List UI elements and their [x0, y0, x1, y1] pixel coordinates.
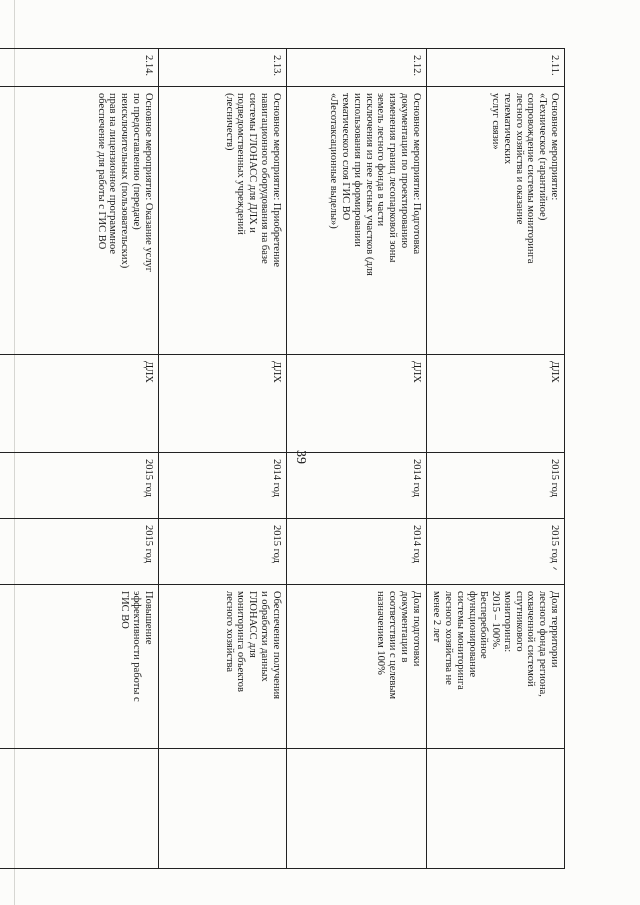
start-year-cell: 2015 год: [0, 453, 158, 519]
table-row: [158, 49, 286, 869]
result-cell: Доля территории лесного фонда региона, охваченной системой спутникового мониторинга: 2015 – 100%. Бесперебойное функционирование системы мониторинга лесного хозяйства не менее 2 лет: [426, 585, 564, 749]
extra-cell: [158, 749, 286, 869]
row-number: 2.14.: [0, 49, 158, 87]
end-year-cell: 2014 год: [286, 519, 426, 585]
executor-cell: ДЛХ: [158, 355, 286, 453]
table-row: [426, 49, 564, 869]
rotated-table-wrapper: [5, 48, 565, 868]
table-row: [286, 49, 426, 869]
executor-cell: ДЛХ: [426, 355, 564, 453]
end-year-cell: 2015 год: [426, 519, 564, 585]
page-number: 39: [293, 450, 308, 464]
end-year-cell: 2015 год: [158, 519, 286, 585]
result-cell: Обеспечение получения и обработки данных ГЛОНАСС для мониторинга объектов лесного хозяйства: [158, 585, 286, 749]
result-cell: Доля подготовки документации в соответствии с целевым назначением 100%: [286, 585, 426, 749]
end-year-cell: 2015 год: [0, 519, 158, 585]
measure-cell: Основное мероприятие: «Техническое (гарантийное) сопровождение системы мониторинга лесного хозяйства и оказание телематических услуг связи»: [426, 87, 564, 355]
measure-cell: Основное мероприятие: Приобретение навигационного оборудования на базе системы ГЛОНАСС для ДЛХ и подведомственных учреждений (лесничеств): [158, 87, 286, 355]
measure-cell: Основное мероприятие: Подготовка документации по проектированию изменения границ лесопарковой зоны земель лесного фонда в части исключения из нее лесных участков (для использования при формировании тематического слоя ГИС ВО «Лесотаксационные выделы»): [286, 87, 426, 355]
row-number: 2.12.: [286, 49, 426, 87]
extra-cell: [426, 749, 564, 869]
row-number: 2.11.: [426, 49, 564, 87]
row-number: 2.13.: [158, 49, 286, 87]
start-year-cell: 2015 год: [426, 453, 564, 519]
executor-cell: ДЛХ: [286, 355, 426, 453]
program-measures-table: [0, 48, 565, 869]
start-year-cell: 2014 год: [158, 453, 286, 519]
table-row: [0, 49, 158, 869]
measure-cell: Основное мероприятие: Оказание услуг по предоставлению (передаче) неисключительных (пользовательских) прав на лицензионное программное обеспечение для работы с ГИС ВО: [0, 87, 158, 355]
extra-cell: [0, 749, 158, 869]
start-year-cell: 2014 год: [286, 453, 426, 519]
result-cell: Повышение эффективности работы с ГИС ВО: [0, 585, 158, 749]
executor-cell: ДЛХ: [0, 355, 158, 453]
extra-cell: [286, 749, 426, 869]
